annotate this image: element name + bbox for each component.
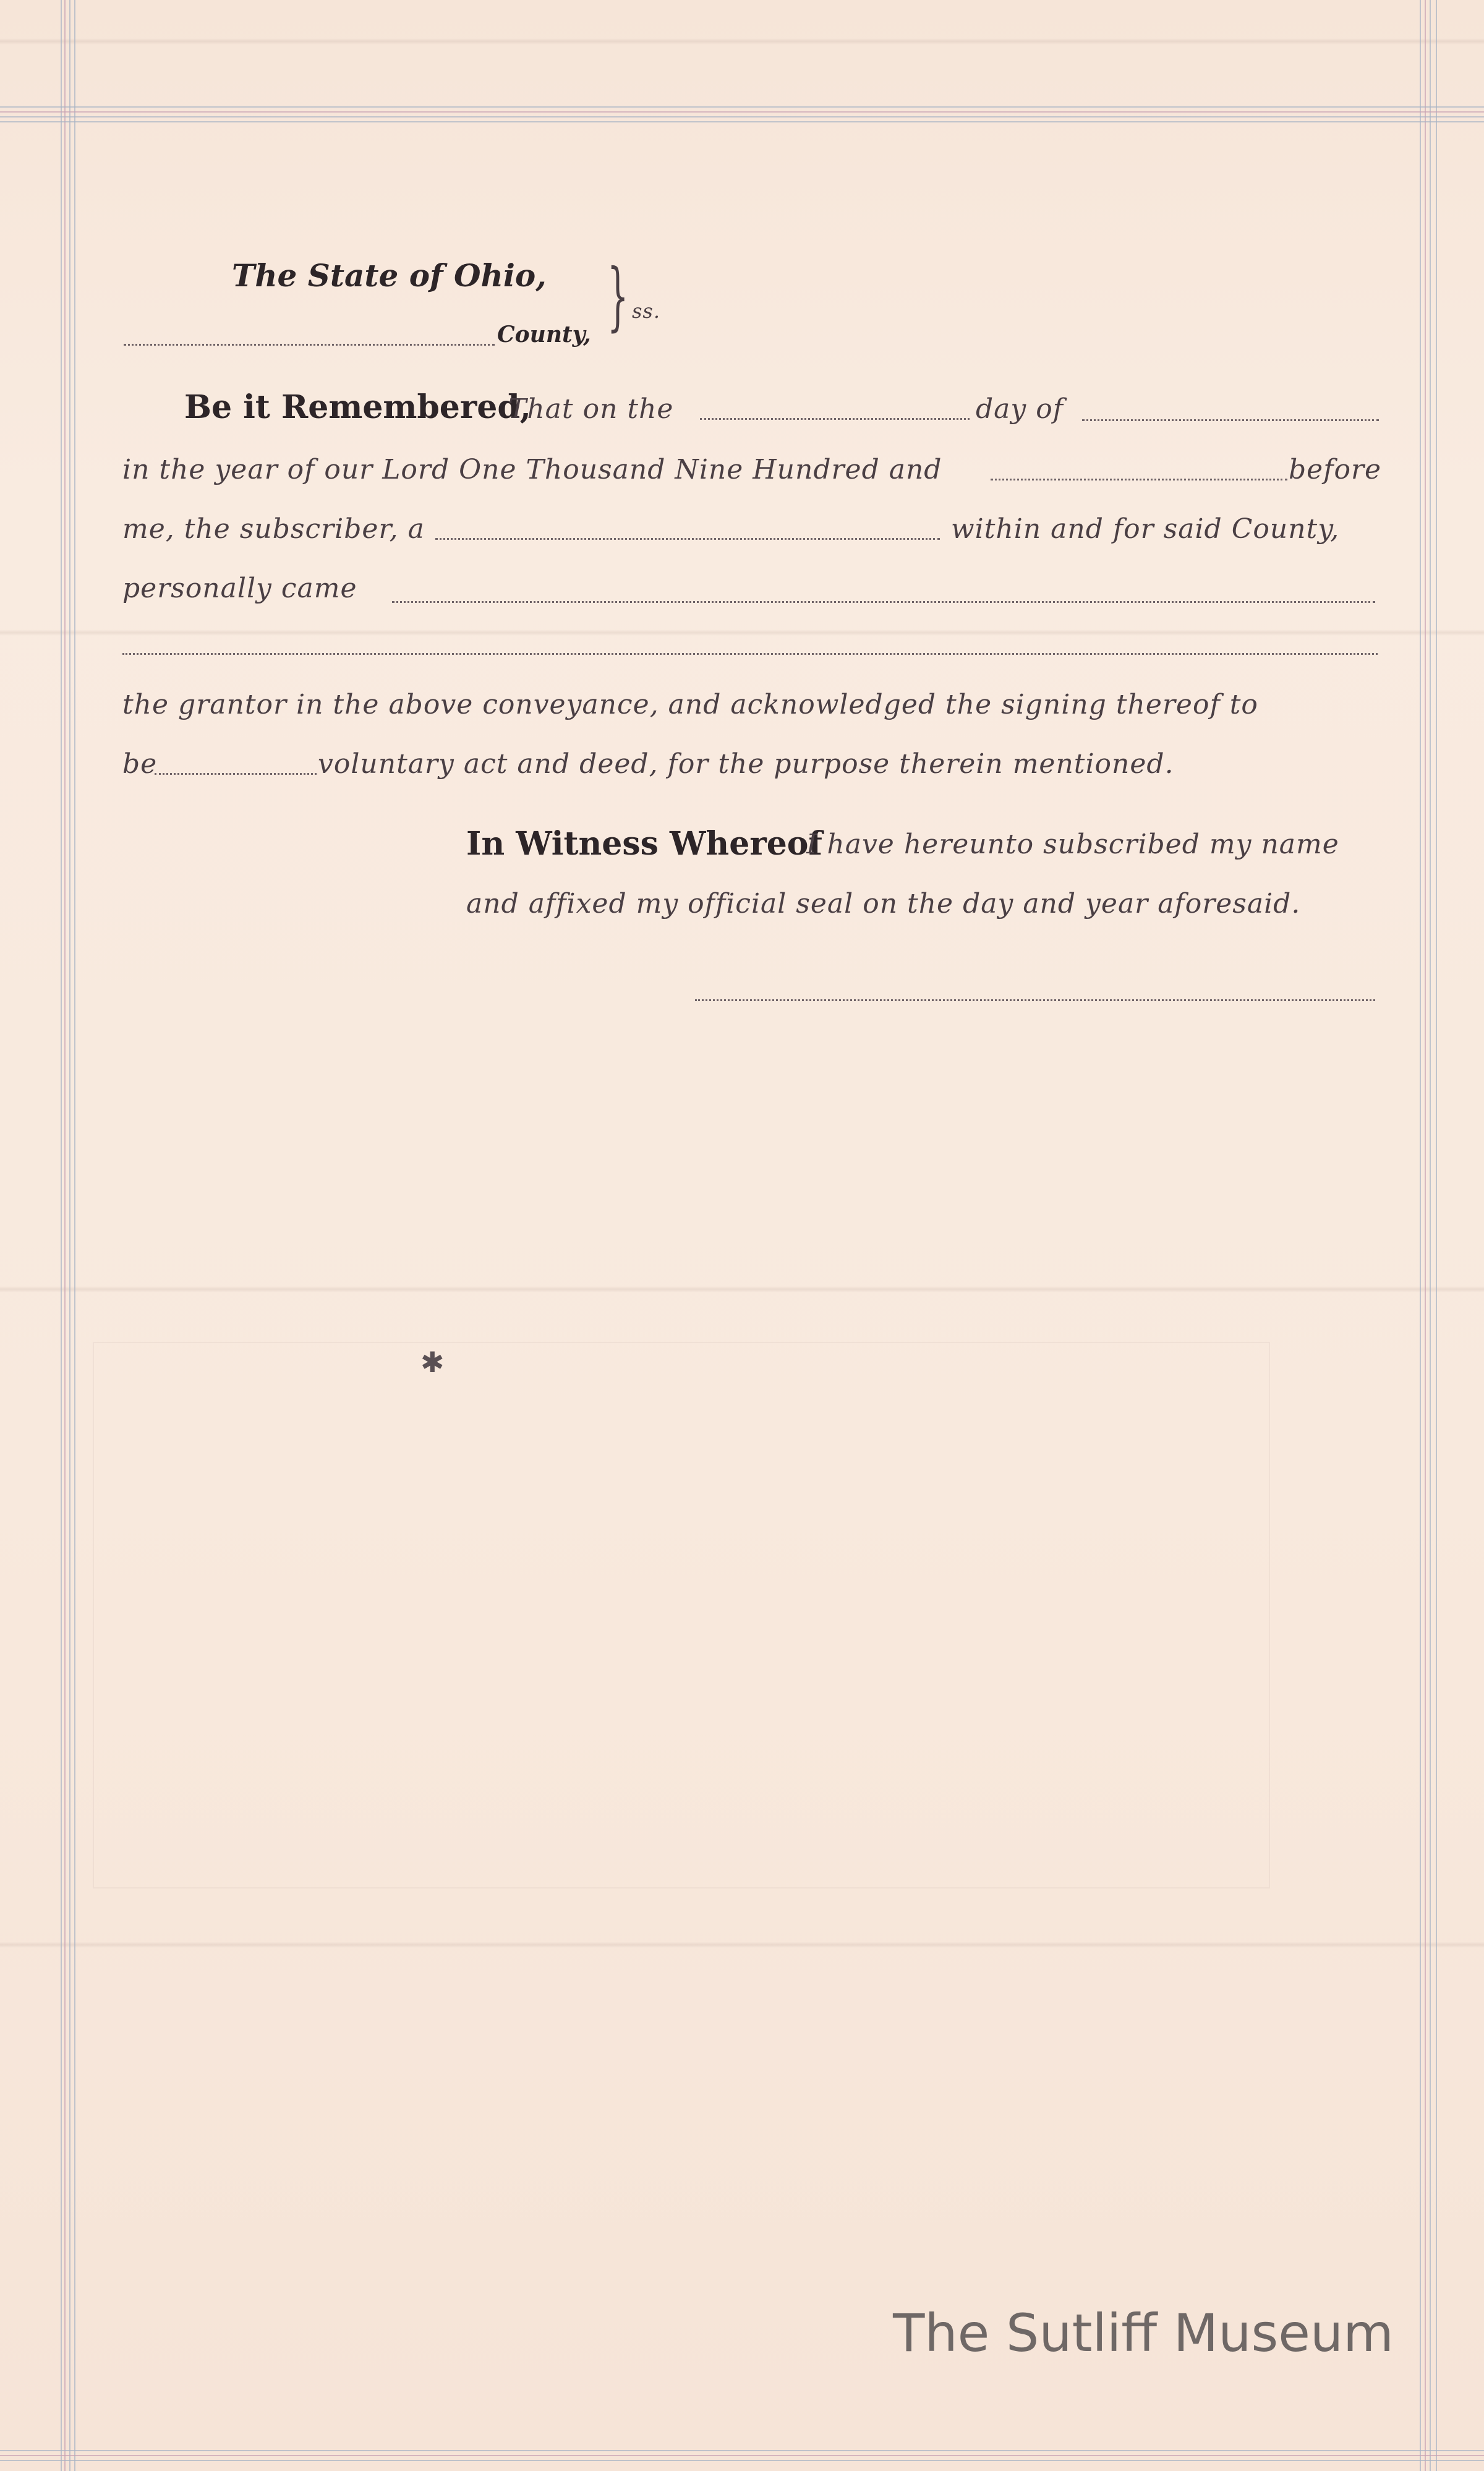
top-rule	[0, 116, 1484, 117]
museum-watermark: The Sutliff Museum	[893, 2303, 1394, 2363]
margin-rule	[1425, 0, 1426, 2471]
margin-rule	[61, 0, 62, 2471]
line4-text: personally came	[122, 573, 357, 604]
line1-text-a: That on the	[508, 393, 674, 425]
margin-rule	[1436, 0, 1437, 2471]
ss-label: ss.	[632, 299, 661, 323]
witness-line1: I have hereunto subscribed my name	[806, 829, 1339, 860]
year-blank[interactable]	[991, 479, 1287, 480]
bottom-rule	[0, 2455, 1484, 2456]
bottom-rule	[0, 2450, 1484, 2451]
ink-speck: ✱	[420, 1346, 445, 1379]
show-through-area	[93, 1342, 1270, 1888]
state-heading: The State of Ohio,	[232, 257, 547, 294]
line1-text-b: day of	[976, 393, 1064, 425]
line6-text-a: be	[122, 748, 158, 780]
fold-crease	[0, 1286, 1484, 1292]
pronoun-blank[interactable]	[155, 773, 317, 775]
top-rule	[0, 106, 1484, 108]
remembered-heading: Be it Remembered,	[184, 388, 531, 426]
margin-rule	[1430, 0, 1431, 2471]
line5-text: the grantor in the above conveyance, and acknowledged the signing thereof to	[122, 689, 1258, 720]
grantor-name-blank-2[interactable]	[122, 653, 1378, 655]
county-blank[interactable]	[124, 344, 495, 346]
officer-title-blank[interactable]	[435, 538, 940, 540]
witness-heading: In Witness Whereof	[466, 825, 822, 863]
witness-line2: and affixed my official seal on the day and year aforesaid.	[466, 888, 1301, 920]
margin-rule	[1420, 0, 1421, 2471]
top-rule	[0, 121, 1484, 122]
bottom-rule	[0, 2460, 1484, 2461]
fold-crease	[0, 1942, 1484, 1948]
line6-text-b: voluntary act and deed, for the purpose therein mentioned.	[318, 748, 1174, 780]
margin-rule	[74, 0, 75, 2471]
fold-crease	[0, 629, 1484, 636]
line3-text-a: me, the subscriber, a	[122, 513, 425, 545]
day-blank[interactable]	[700, 418, 970, 420]
margin-rule	[69, 0, 70, 2471]
line2-text-b: before	[1289, 454, 1382, 485]
signature-blank[interactable]	[695, 999, 1375, 1001]
line2-text-a: in the year of our Lord One Thousand Nine Hundred and	[122, 454, 942, 485]
grantor-name-blank[interactable]	[392, 601, 1375, 603]
brace-symbol: }	[607, 254, 629, 339]
county-label: County,	[497, 322, 591, 348]
line3-text-b: within and for said County,	[951, 513, 1340, 545]
fold-crease	[0, 38, 1484, 45]
month-blank[interactable]	[1082, 419, 1379, 421]
margin-rule	[64, 0, 66, 2471]
top-rule	[0, 111, 1484, 113]
